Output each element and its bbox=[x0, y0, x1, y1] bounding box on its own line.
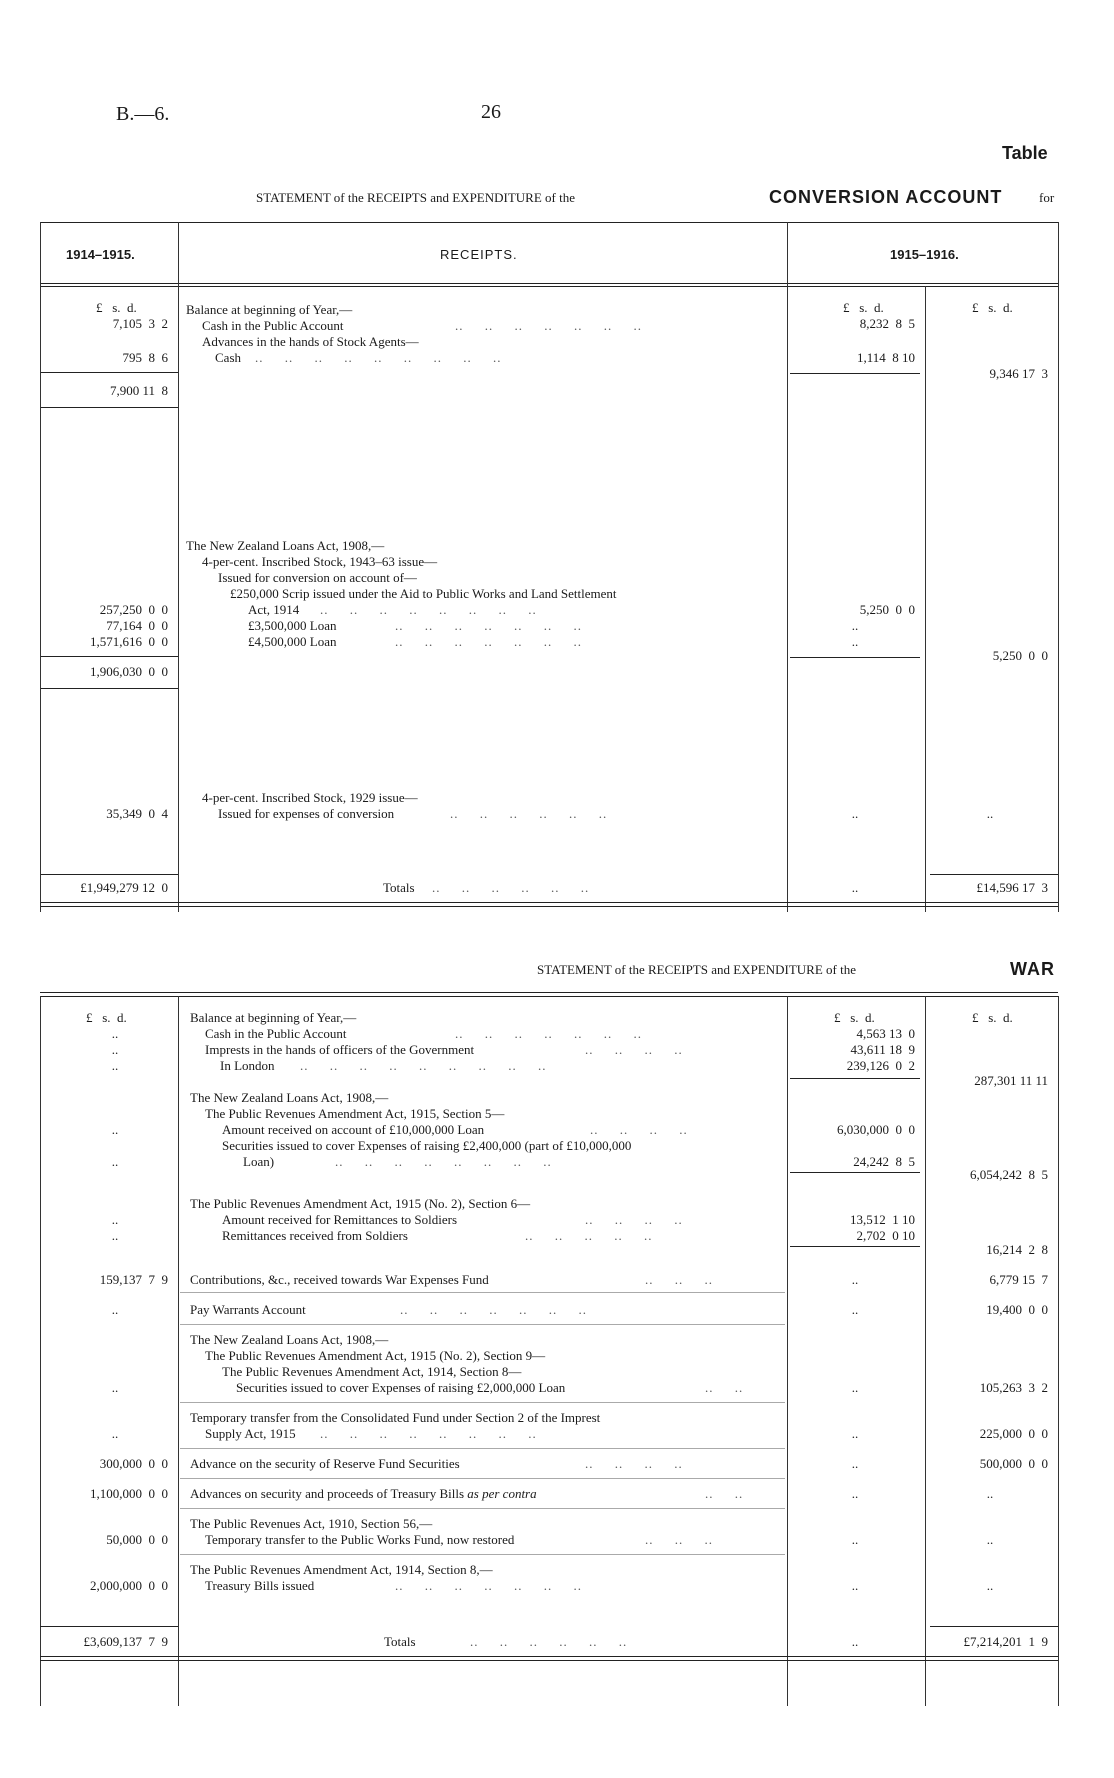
t2-label: The New Zealand Loans Act, 1908,— bbox=[190, 1090, 389, 1105]
t2-tot: 6,779 15 7 bbox=[989, 1272, 1048, 1287]
t2-label: Temporary transfer to the Public Works Fund, now restored bbox=[205, 1532, 515, 1547]
t2-prev: .. bbox=[111, 1426, 119, 1441]
table1-title-account: CONVERSION ACCOUNT bbox=[769, 187, 1003, 207]
t1-det: .. bbox=[851, 618, 859, 633]
t2-label: The Public Revenues Amendment Act, 1915, Section 5— bbox=[205, 1106, 505, 1121]
t2-totals-prev: £3,609,137 7 9 bbox=[83, 1634, 168, 1649]
t2-label: Treasury Bills issued bbox=[205, 1578, 315, 1593]
t1-prev-sub: 7,900 11 8 bbox=[109, 383, 168, 398]
t1-prev: 795 8 6 bbox=[122, 350, 168, 365]
table-word: Table bbox=[1002, 143, 1048, 163]
table2-title-account: WAR bbox=[1010, 959, 1055, 979]
t2-det: 24,242 8 5 bbox=[853, 1154, 915, 1169]
t2-prev: 2,000,000 0 0 bbox=[90, 1578, 168, 1593]
t2-prev: .. bbox=[111, 1228, 119, 1243]
t1-unit-tot: £ s. d. bbox=[972, 300, 1013, 315]
t2-tot: 16,214 2 8 bbox=[986, 1242, 1048, 1257]
t2-prev: .. bbox=[111, 1058, 119, 1073]
t2-label: Amount received for Remittances to Soldiers bbox=[222, 1212, 458, 1227]
t2-prev: .. bbox=[111, 1122, 119, 1137]
t1-totals-tot: £14,596 17 3 bbox=[976, 880, 1048, 895]
table1-col-prev: 1914–1915. bbox=[66, 247, 135, 262]
t2-det: .. bbox=[851, 1532, 859, 1547]
t2-label: Advances on security and proceeds of Treasury Bills as per contra bbox=[190, 1486, 537, 1501]
table1-title-prefix: STATEMENT of the RECEIPTS and EXPENDITURE of the bbox=[256, 190, 575, 205]
t2-label: Supply Act, 1915 bbox=[205, 1426, 296, 1441]
t1-label: Cash bbox=[215, 350, 241, 365]
t2-label: Imprests in the hands of officers of the Government bbox=[205, 1042, 475, 1057]
t2-label: Securities issued to cover Expenses of raising £2,000,000 Loan bbox=[236, 1380, 566, 1395]
t2-label: Remittances received from Soldiers bbox=[222, 1228, 408, 1243]
t2-label: Cash in the Public Account bbox=[205, 1026, 347, 1041]
t2-det: .. bbox=[851, 1456, 859, 1471]
t2-det: .. bbox=[851, 1426, 859, 1441]
t2-label: The Public Revenues Amendment Act, 1915 (No. 2), Section 6— bbox=[190, 1196, 531, 1211]
t1-det: .. bbox=[851, 806, 859, 821]
t1-totals-label: Totals bbox=[383, 880, 415, 895]
t1-prev: 257,250 0 0 bbox=[99, 602, 168, 617]
t2-tot: .. bbox=[986, 1532, 994, 1547]
t2-det: 6,030,000 0 0 bbox=[837, 1122, 915, 1137]
t2-label: The Public Revenues Act, 1910, Section 56,— bbox=[190, 1516, 433, 1531]
t1-label: Cash in the Public Account bbox=[202, 318, 344, 333]
t2-det: 239,126 0 2 bbox=[846, 1058, 915, 1073]
t1-prev-sub: 1,906,030 0 0 bbox=[90, 664, 168, 679]
t1-det: .. bbox=[851, 634, 859, 649]
table2-title-prefix: STATEMENT of the RECEIPTS and EXPENDITURE of the bbox=[537, 962, 856, 977]
t2-tot: .. bbox=[986, 1578, 994, 1593]
t2-tot: 19,400 0 0 bbox=[986, 1302, 1048, 1317]
t2-label: Advance on the security of Reserve Fund Securities bbox=[190, 1456, 460, 1471]
t1-label: £3,500,000 Loan bbox=[248, 618, 337, 633]
t2-det: .. bbox=[851, 1272, 859, 1287]
t1-totals-prev: £1,949,279 12 0 bbox=[80, 880, 168, 895]
t1-unit-prev: £ s. d. bbox=[96, 300, 137, 315]
page-ref: B.—6. bbox=[116, 103, 170, 125]
t2-det: .. bbox=[851, 1380, 859, 1395]
t1-tot: 9,346 17 3 bbox=[989, 366, 1048, 381]
table1-col-receipts: RECEIPTS. bbox=[440, 247, 518, 262]
t2-label: The Public Revenues Amendment Act, 1914, Section 8— bbox=[222, 1364, 522, 1379]
t2-prev: .. bbox=[111, 1302, 119, 1317]
t2-unit-det: £ s. d. bbox=[834, 1010, 875, 1025]
t2-prev: .. bbox=[111, 1042, 119, 1057]
t1-label: £250,000 Scrip issued under the Aid to Public Works and Land Settlement bbox=[230, 586, 617, 601]
t2-prev: .. bbox=[111, 1380, 119, 1395]
t1-tot: .. bbox=[986, 806, 994, 821]
t1-label: Balance at beginning of Year,— bbox=[186, 302, 353, 317]
t2-totals-tot: £7,214,201 1 9 bbox=[963, 1634, 1048, 1649]
t2-label: In London bbox=[220, 1058, 275, 1073]
t1-label: The New Zealand Loans Act, 1908,— bbox=[186, 538, 385, 553]
t2-prev: .. bbox=[111, 1212, 119, 1227]
t2-label-italic: as per contra bbox=[467, 1486, 537, 1501]
t2-tot: 500,000 0 0 bbox=[979, 1456, 1048, 1471]
t2-label: Contributions, &c., received towards War Expenses Fund bbox=[190, 1272, 489, 1287]
t2-det: 43,611 18 9 bbox=[850, 1042, 915, 1057]
t2-label: The New Zealand Loans Act, 1908,— bbox=[190, 1332, 389, 1347]
t2-label: The Public Revenues Amendment Act, 1915 (No. 2), Section 9— bbox=[205, 1348, 546, 1363]
t2-tot: 225,000 0 0 bbox=[979, 1426, 1048, 1441]
t2-prev: .. bbox=[111, 1154, 119, 1169]
t2-unit-prev: £ s. d. bbox=[86, 1010, 127, 1025]
t1-det: 8,232 8 5 bbox=[859, 316, 915, 331]
t2-label: The Public Revenues Amendment Act, 1914, Section 8,— bbox=[190, 1562, 493, 1577]
t1-label: Advances in the hands of Stock Agents— bbox=[202, 334, 419, 349]
t2-prev: 159,137 7 9 bbox=[99, 1272, 168, 1287]
t2-label: Securities issued to cover Expenses of raising £2,400,000 (part of £10,000,000 bbox=[222, 1138, 632, 1153]
t1-label: Issued for expenses of conversion bbox=[218, 806, 395, 821]
t2-det: 4,563 13 0 bbox=[856, 1026, 915, 1041]
t2-unit-tot: £ s. d. bbox=[972, 1010, 1013, 1025]
t2-det: 2,702 0 10 bbox=[856, 1228, 915, 1243]
t1-tot: 5,250 0 0 bbox=[992, 648, 1048, 663]
table1-col-curr: 1915–1916. bbox=[890, 247, 959, 262]
t2-prev: .. bbox=[111, 1026, 119, 1041]
t1-prev: 1,571,616 0 0 bbox=[90, 634, 168, 649]
t2-tot: 287,301 11 11 bbox=[974, 1073, 1048, 1088]
t1-unit-det: £ s. d. bbox=[843, 300, 884, 315]
t2-label: Pay Warrants Account bbox=[190, 1302, 306, 1317]
t2-det: .. bbox=[851, 1302, 859, 1317]
t2-det: .. bbox=[851, 1578, 859, 1593]
t2-label: Amount received on account of £10,000,000 Loan bbox=[222, 1122, 485, 1137]
t2-label: Balance at beginning of Year,— bbox=[190, 1010, 357, 1025]
t2-det: .. bbox=[851, 1486, 859, 1501]
t2-totals-det: .. bbox=[851, 1634, 859, 1649]
t1-label: Act, 1914 bbox=[248, 602, 300, 617]
t1-prev: 35,349 0 4 bbox=[106, 806, 168, 821]
t2-prev: 300,000 0 0 bbox=[99, 1456, 168, 1471]
t2-det: 13,512 1 10 bbox=[850, 1212, 915, 1227]
t1-label: Issued for conversion on account of— bbox=[218, 570, 417, 585]
t1-label: £4,500,000 Loan bbox=[248, 634, 337, 649]
t2-totals-label: Totals bbox=[384, 1634, 416, 1649]
t1-label: 4-per-cent. Inscribed Stock, 1929 issue— bbox=[202, 790, 418, 805]
t2-tot: 6,054,242 8 5 bbox=[970, 1167, 1048, 1182]
t2-prev: 1,100,000 0 0 bbox=[90, 1486, 168, 1501]
t2-label: Loan) bbox=[243, 1154, 275, 1169]
t2-tot: 105,263 3 2 bbox=[979, 1380, 1048, 1395]
t2-prev: 50,000 0 0 bbox=[106, 1532, 168, 1547]
t1-det: 1,114 8 10 bbox=[856, 350, 915, 365]
t1-prev: 7,105 3 2 bbox=[112, 316, 168, 331]
t1-label: 4-per-cent. Inscribed Stock, 1943–63 issue— bbox=[202, 554, 438, 569]
t1-totals-det: .. bbox=[851, 880, 859, 895]
t1-prev: 77,164 0 0 bbox=[106, 618, 168, 633]
t2-tot: .. bbox=[986, 1486, 994, 1501]
page-number: 26 bbox=[481, 101, 501, 123]
table1-title-suffix: for bbox=[1039, 190, 1055, 205]
t1-det: 5,250 0 0 bbox=[859, 602, 915, 617]
t2-label: Temporary transfer from the Consolidated Fund under Section 2 of the Imprest bbox=[190, 1410, 601, 1425]
